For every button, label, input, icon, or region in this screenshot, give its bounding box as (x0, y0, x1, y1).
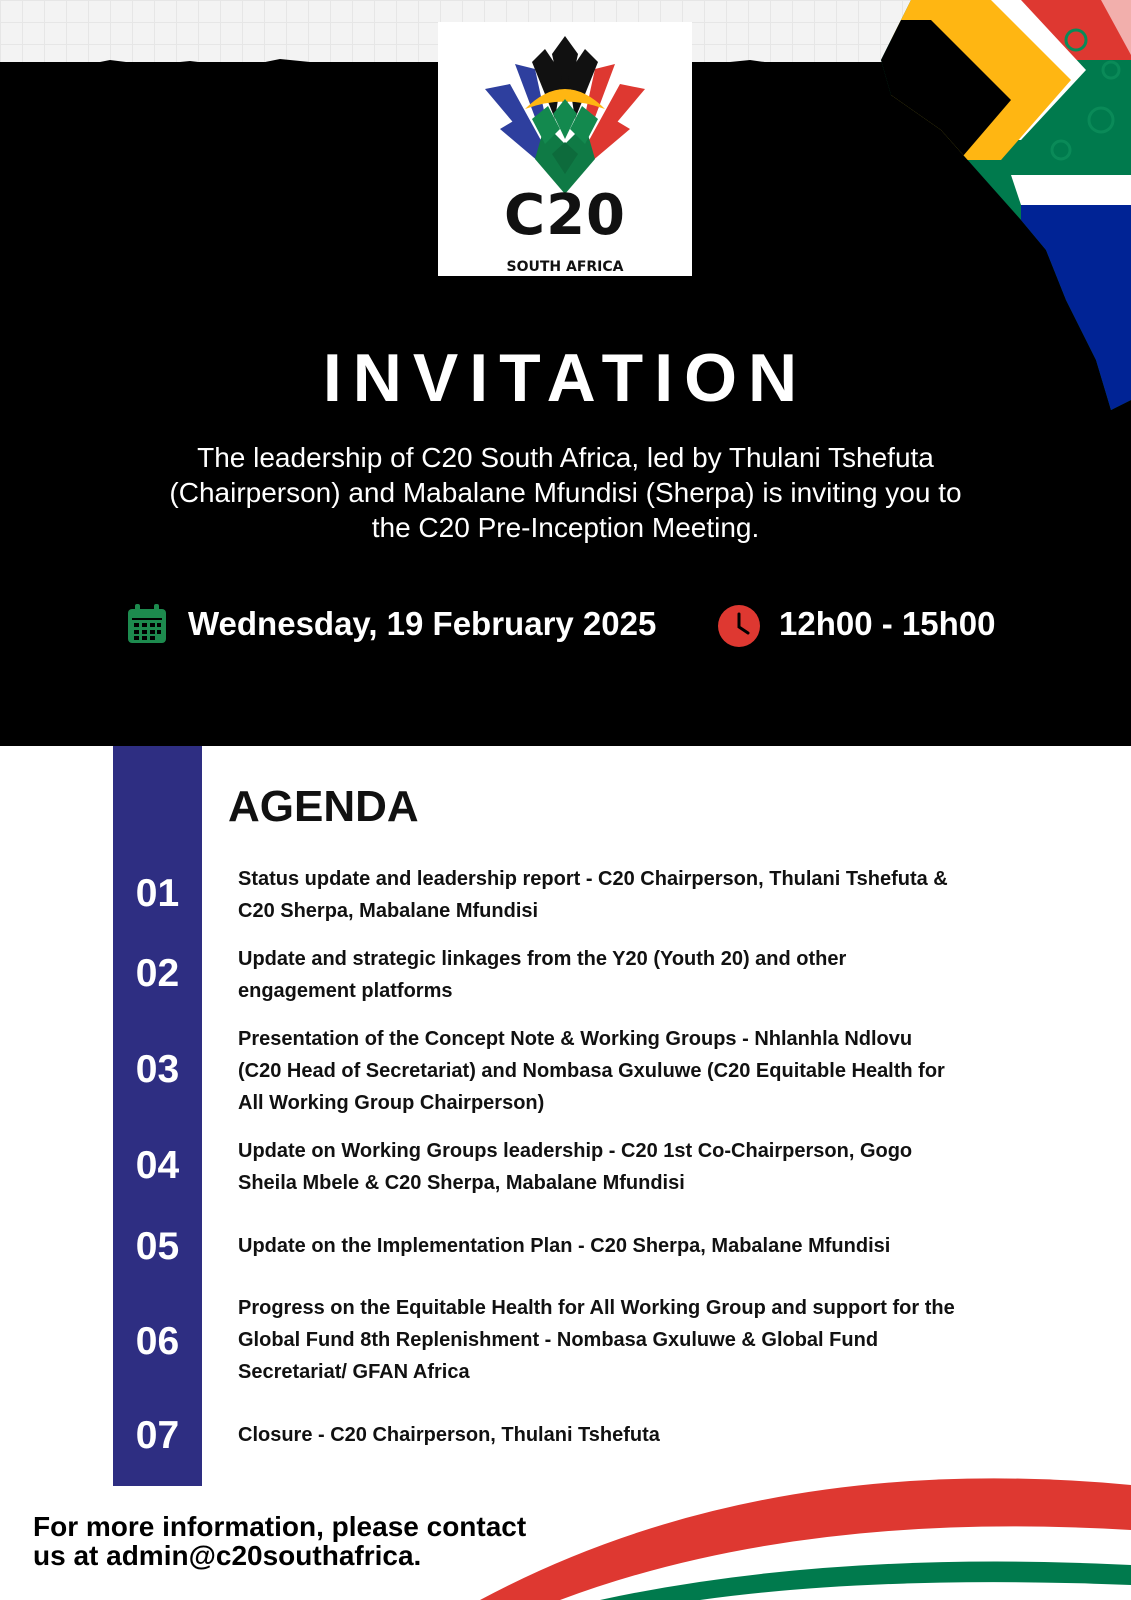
event-time-text: 12h00 - 15h00 (779, 605, 996, 642)
contact-email-line: us at admin@c20southafrica. (33, 1540, 422, 1571)
agenda-item-number: 01 (135, 872, 180, 915)
contact-info (33, 1512, 593, 1570)
agenda-item-number: 05 (135, 1225, 180, 1268)
logo-c20-text: C20 (503, 183, 627, 248)
agenda-item-line: Sheila Mbele & C20 Sherpa, Mabalane Mfundisi (238, 1172, 685, 1194)
agenda-item-text (238, 1023, 998, 1119)
agenda-item-number: 02 (135, 952, 180, 995)
agenda-item-line: Update on Working Groups leadership - C20 1st Co-Chairperson, Gogo (238, 1140, 913, 1162)
agenda-item-text (238, 863, 998, 927)
agenda-item-line: engagement platforms (238, 980, 453, 1002)
invitation-intro (110, 440, 1021, 545)
agenda-item-number: 06 (135, 1320, 180, 1363)
intro-line: The leadership of C20 South Africa, led by Thulani Tshefuta (197, 442, 934, 473)
agenda-item-line: C20 Sherpa, Mabalane Mfundisi (238, 900, 539, 922)
agenda-item-line: Update and strategic linkages from the Y20 (Youth 20) and other (238, 948, 847, 970)
agenda-number-bar (113, 746, 202, 1486)
agenda-item-line: Secretariat/ GFAN Africa (238, 1361, 470, 1383)
agenda-item-line: Update on the Implementation Plan - C20 Sherpa, Mabalane Mfundisi (238, 1235, 891, 1257)
agenda-title: AGENDA (228, 782, 419, 831)
event-time (717, 602, 1017, 652)
agenda-item-number: 03 (135, 1048, 180, 1091)
agenda-item-line: Closure - C20 Chairperson, Thulani Tshefuta (238, 1424, 660, 1446)
invitation-title: INVITATION (322, 340, 809, 416)
agenda-item-line: Progress on the Equitable Health for All Working Group and support for the (238, 1297, 955, 1319)
agenda-item-number: 07 (135, 1414, 180, 1457)
agenda-item-line: Status update and leadership report - C20 Chairperson, Thulani Tshefuta & (238, 868, 948, 890)
agenda-item-line: All Working Group Chairperson) (238, 1092, 545, 1114)
agenda-item-text (238, 943, 998, 1007)
logo-subtitle: SOUTH AFRICA (506, 259, 624, 275)
agenda-item-text (238, 1292, 998, 1388)
protea-flower-icon (470, 34, 660, 204)
agenda-item-text (238, 1135, 998, 1199)
agenda-item-line: Presentation of the Concept Note & Working Groups - Nhlanhla Ndlovu (238, 1028, 913, 1050)
event-date-text: Wednesday, 19 February 2025 (188, 605, 657, 642)
clock-icon (717, 604, 761, 648)
agenda-item-number: 04 (135, 1144, 180, 1187)
calendar-icon (125, 602, 169, 646)
agenda-item-line: Global Fund 8th Replenishment - Nombasa Gxuluwe & Global Fund (238, 1329, 879, 1351)
agenda-item-line: (C20 Head of Secretariat) and Nombasa Gxuluwe (C20 Equitable Health for (238, 1060, 945, 1082)
contact-line: For more information, please contact (33, 1511, 527, 1542)
intro-line: the C20 Pre-Inception Meeting. (371, 512, 760, 543)
c20-logo-card (438, 22, 692, 276)
event-date (125, 602, 685, 652)
intro-line: (Chairperson) and Mabalane Mfundisi (Sherpa) is inviting you to (169, 477, 962, 508)
agenda-item-text (238, 1419, 998, 1451)
agenda-item-text (238, 1230, 998, 1262)
